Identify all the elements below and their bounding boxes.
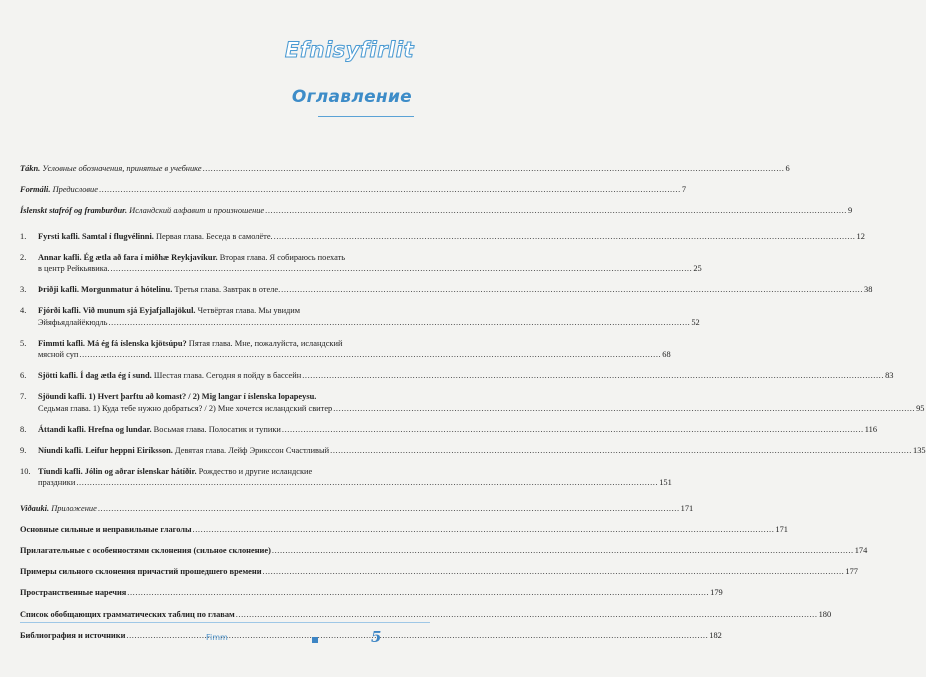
toc-page-number: 171 xyxy=(775,524,788,534)
chapter-title-ru: Третья глава. Завтрак в отеле. xyxy=(172,285,281,295)
toc-entry-head: Tákn. xyxy=(20,164,41,173)
leader-dots xyxy=(76,477,658,488)
chapter-number: 9. xyxy=(20,446,27,456)
leader-dots xyxy=(110,263,692,274)
toc-page-number: 6 xyxy=(785,164,790,173)
page-number: 5 xyxy=(371,628,382,646)
toc-entry-text: Пространственные наречия xyxy=(20,588,127,598)
chapter-title-is: Áttandi kafli. Hrefna og lundar. xyxy=(38,424,152,434)
leader-dots xyxy=(193,524,775,535)
toc-entry-text: Библиография и источники xyxy=(20,630,126,640)
chapter-title-ru: Рождество и другие исландские xyxy=(196,467,313,477)
leader-dots xyxy=(333,403,915,414)
chapter-title-ru: Восьмая глава. Полосатик и тупики xyxy=(151,424,281,434)
toc-entry-text: Условные обозначения, принятые в учебнике xyxy=(40,164,202,173)
leader-dots xyxy=(127,587,709,598)
toc-entry-grammar-tables[interactable] xyxy=(20,609,832,620)
toc-page-number: 174 xyxy=(854,546,868,556)
chapter-number: 7. xyxy=(20,392,27,402)
chapter-title-ru: Вторая глава. Я собираюсь поехать xyxy=(217,252,346,262)
toc-chapter-5[interactable] xyxy=(20,338,671,360)
leader-dots xyxy=(263,566,845,577)
leader-dots xyxy=(330,445,912,456)
toc-page-number: 83 xyxy=(885,371,894,381)
chapter-number: 1. xyxy=(20,231,27,241)
toc-page-number: 151 xyxy=(659,478,672,488)
chapter-number: 3. xyxy=(20,285,27,295)
leader-dots xyxy=(236,609,818,620)
toc-entry-text: Основные сильные и неправильные глаголы xyxy=(20,524,192,534)
leader-dots xyxy=(282,424,864,435)
toc-chapter-2[interactable] xyxy=(20,252,702,274)
chapter-title-is: Fimmti kafli. Má ég fá íslenska kjötsúpu? xyxy=(38,338,187,348)
toc-chapter-7[interactable] xyxy=(20,391,925,413)
chapter-title-is: Sjöundi kafli. 1) Hvert þarftu að komast? / 2) Mig langar í íslenska lopapeysu. xyxy=(38,392,317,402)
chapter-title-ru-cont: Седьмая глава. 1) Куда тебе нужно добраться? / 2) Мне хочется исландский свитер xyxy=(38,403,333,413)
toc-entry-head: Formáli. xyxy=(20,185,51,195)
chapter-title-is: Tíundi kafli. Jólin og aðrar íslenskar hátíðir. xyxy=(38,467,197,477)
toc-page-number: 25 xyxy=(693,264,702,274)
chapter-title-is: Þriðji kafli. Morgunmatur á hótelinu. xyxy=(38,285,173,295)
toc-chapter-9[interactable] xyxy=(20,445,926,456)
toc-page-number: 68 xyxy=(662,350,671,360)
toc-page-number: 116 xyxy=(864,424,878,434)
chapter-title-is: Sjötti kafli. Í dag ætla ég í sund. xyxy=(38,371,152,381)
title-icelandic: Efnisyfirlit xyxy=(285,38,414,62)
leader-dots xyxy=(79,349,661,360)
toc-page-number: 180 xyxy=(818,609,832,619)
toc-chapter-8[interactable] xyxy=(20,424,878,435)
footer-page-word: Fimm xyxy=(206,633,228,642)
leader-dots xyxy=(272,545,854,556)
table-of-contents xyxy=(20,163,926,641)
toc-entry-head: Viðauki. xyxy=(20,503,50,513)
toc-entry-text: Предисловие xyxy=(50,185,98,195)
leader-dots xyxy=(302,370,884,381)
toc-page-number: 52 xyxy=(691,317,700,327)
chapter-number: 2. xyxy=(20,252,27,262)
toc-entry-participles[interactable] xyxy=(20,566,858,577)
toc-entry-text: Прилагательные с особенностями склонения (сильное склонение) xyxy=(20,546,271,556)
toc-entry-strong-verbs[interactable] xyxy=(20,524,788,535)
toc-entry-alphabet[interactable] xyxy=(20,205,853,216)
toc-entry-text: Приложение xyxy=(49,503,97,513)
leader-dots xyxy=(99,184,681,195)
toc-entry-adverbs[interactable] xyxy=(20,587,723,598)
leader-dots xyxy=(265,205,847,216)
leader-dots xyxy=(203,163,785,174)
toc-chapter-6[interactable] xyxy=(20,370,894,381)
chapter-number: 8. xyxy=(20,424,27,434)
leader-dots xyxy=(108,317,690,328)
chapter-title-ru-cont: Эйяфьядлайёкюдль xyxy=(38,317,108,327)
toc-chapter-4[interactable] xyxy=(20,305,700,327)
toc-page-number: 171 xyxy=(680,503,694,513)
chapter-title-ru-cont: мясной суп xyxy=(38,350,79,360)
toc-page-number: 7 xyxy=(681,185,686,195)
footer-rule xyxy=(20,622,430,623)
toc-page-number: 9 xyxy=(847,206,853,216)
square-icon xyxy=(312,637,318,643)
toc-chapter-3[interactable] xyxy=(20,284,873,295)
title-russian: Оглавление xyxy=(291,87,412,107)
chapter-title-ru-cont: праздники xyxy=(38,478,76,488)
toc-entry-text: Исландский алфавит и произношение xyxy=(127,206,265,216)
toc-entry-symbols[interactable] xyxy=(20,163,790,174)
leader-dots xyxy=(274,231,856,242)
chapter-title-ru: Четвёртая глава. Мы увидим xyxy=(195,306,301,316)
chapter-number: 5. xyxy=(20,338,27,348)
toc-chapter-10[interactable] xyxy=(20,466,672,488)
chapter-title-ru: Первая глава. Беседа в самолёте. xyxy=(153,231,273,241)
chapter-title-ru: Шестая глава. Сегодня я пойду в бассейн xyxy=(151,371,302,381)
toc-page-number: 135 xyxy=(913,446,926,456)
toc-page-number: 182 xyxy=(709,630,722,640)
chapter-title-ru-cont: в центр Рейкьявика. xyxy=(38,264,110,274)
chapter-title-is: Fjórði kafli. Við munum sjá Eyjafjallajökul. xyxy=(38,306,196,316)
toc-page-number: 177 xyxy=(845,567,858,577)
toc-chapter-1[interactable] xyxy=(20,231,865,242)
toc-entry-adjectives[interactable] xyxy=(20,545,868,556)
chapter-title-ru: Пятая глава. Мне, пожалуйста, исландский xyxy=(186,338,343,348)
chapter-number: 6. xyxy=(20,371,27,381)
chapter-title-is: Fyrsti kafli. Samtal í flugvélinni. xyxy=(38,231,154,241)
toc-page-number: 12 xyxy=(856,231,865,241)
toc-page-number: 95 xyxy=(916,403,925,413)
chapter-title-is: Níundi kafli. Leifur heppni Eiríksson. xyxy=(38,446,173,456)
leader-dots xyxy=(281,284,863,295)
chapter-title-ru: Девятая глава. Лейф Эрикссон Счастливый xyxy=(172,446,330,456)
toc-entry-text: Примеры сильного склонения причастий прошедшего времени xyxy=(20,567,262,577)
toc-entry-head: Íslenskt stafróf og framburður. xyxy=(20,206,128,216)
chapter-number: 4. xyxy=(20,306,27,316)
toc-page-number: 179 xyxy=(710,588,723,598)
chapter-title-is: Annar kafli. Ég ætla að fara í miðhæ Reykjavíkur. xyxy=(38,252,218,262)
toc-entry-appendix[interactable] xyxy=(20,503,694,514)
chapter-number: 10. xyxy=(20,467,31,477)
toc-page-number: 38 xyxy=(864,285,873,295)
toc-entry-text: Список обобщающих грамматических таблиц по главам xyxy=(20,609,235,619)
leader-dots xyxy=(98,503,680,514)
toc-entry-preface[interactable] xyxy=(20,184,686,195)
title-underline xyxy=(318,116,414,117)
